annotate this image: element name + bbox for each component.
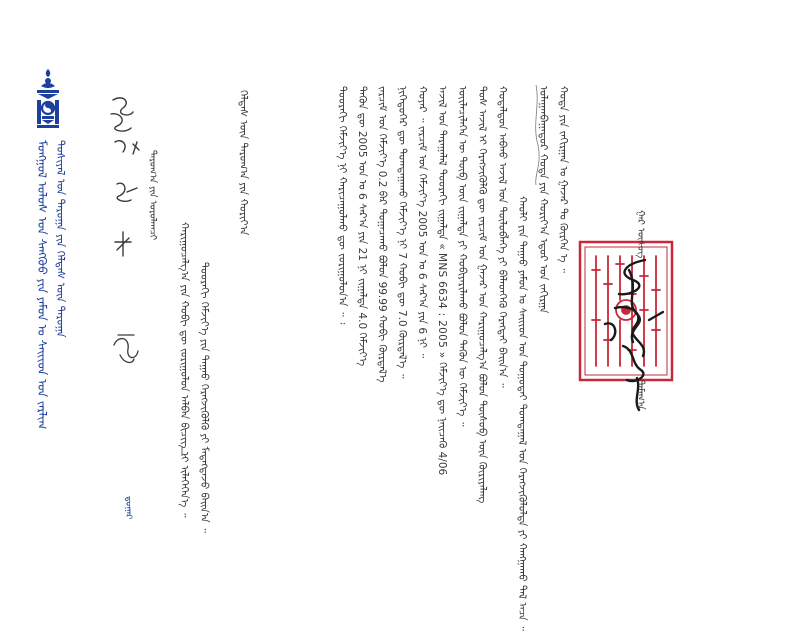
closing-line-1: ᠳᠣᠣᠷᠠᠬᠢ ᠬᠡᠮᠵᠢᠶ᠎ᠡ ᠶᠢᠨ ᠳᠠᠭᠠᠤ ᠬᠡᠷᠡᠭᠵᠢᠭᠦᠯᠬᠦ ᠶᠢ ᠮᠡᠳᠡᠭᠳᠡᠵᠦ ᠪᠠᠢᠨ᠎ᠠ ᠃ [198, 262, 210, 533]
list-header: ᠳᠣᠣᠷᠠᠬᠢ ᠬᠡᠮᠵᠢᠶ᠎ᠡ ᠨᠢ ᠬᠠᠷᠢᠴᠠᠭᠤᠯᠬᠤ ᠳᠦ ᠵᠣᠷᠢᠭᠤᠯᠤᠨ᠎ᠠ ᠃ ᠄ [336, 86, 348, 325]
signature-label-top: ᠭᠠᠷ ᠦᠰᠦᠭ [635, 210, 646, 259]
body-paragraph-1: ᠬᠠᠤᠯᠢ ᠶᠢᠨ ᠳᠠᠭᠠᠤ ᠶᠠᠮᠤᠨ ᠤ ᠰᠠᠢᠢᠳ ᠤᠨ ᠲᠤᠭᠤᠲᠠᠢ ᠲᠣᠭᠲᠠᠭᠠᠯ ᠤᠨ ᠬᠡᠷᠡᠭᠵᠢᠭᠦᠯᠦᠯᠲᠡ ᠶᠢ ᠬᠠᠩᠭᠠᠬᠤ ᠲᠠᠯ ᠠᠴᠠ ᠃ [516, 196, 528, 631]
handwritten-initials-signature [103, 92, 147, 262]
letterhead-org-line-1: ᠮᠣᠩᠭᠣᠯ ᠤᠯᠤᠰ ᠤᠨ ᠰᠠᠩᠬᠦᠦ ᠶᠢᠨ ᠶᠠᠮᠤᠨ ᠤ ᠰᠠᠢᠢᠳ ᠤᠨ ᠵᠠᠷᠯᠢᠭ [35, 140, 49, 430]
letterhead-number-label: ᠳ᠋ᠤᠭᠠᠷ [123, 496, 133, 520]
small-mark-icon [179, 446, 185, 456]
list-item-1: ᠲᠡᠭᠦᠨ ᠳᠦ 2005 ᠣᠨ ᠤ 6 ᠰᠠᠷ᠎ᠠ ᠶᠢᠨ 21 ᠨᠢ ᠵᠢᠭᠠᠯᠲᠠ 4.0 ᠬᠡᠮᠵᠢᠶ᠎ᠡ [356, 86, 368, 367]
letterhead-org-line-2: ᠲᠤᠰᠢᠶᠠᠯ ᠤᠨ ᠳᠠᠷᠤᠭᠠ ᠶᠢᠨ ᠬᠡᠯᠲᠡᠰ ᠦᠨ ᠳᠠᠷᠤᠭᠠ [54, 140, 67, 338]
body-paragraph-6: ᠬᠣᠶᠠᠷ ᠃ ᠵᠠᠷᠴᠢᠮ ᠤᠨ ᠬᠡᠮᠵᠢᠶ᠎ᠡ 2005 ᠣᠨ ᠤ 6 ᠰᠠᠷ᠎ᠠ ᠶᠢᠨ 6 ᠨᠢ ᠃ [416, 86, 428, 359]
addressee-line-1: ᠬᠣᠲᠠ ᠶᠢᠨ ᠵᠠᠬᠢᠷᠭᠠᠨ ᠤ ᠭᠠᠵᠠᠷ ᠲᠤ ᠬᠦᠷᠭᠡᠨ ᠡ ᠃ [557, 86, 569, 273]
addressee-line-2: ᠤᠯᠠᠭᠠᠨᠪᠠᠭᠠᠲᠤᠷ ᠬᠣᠲᠠ ᠶᠢᠨ ᠬᠣᠷᠢᠶ᠎ᠠ ᠡᠳᠦᠷ ᠤᠨ ᠵᠠᠬᠢᠷᠭᠠ [537, 86, 549, 314]
soyombo-emblem-icon [35, 68, 61, 130]
underline-mark [516, 85, 556, 185]
signature-over-stamp [575, 250, 685, 425]
body-paragraph-2: ᠬᠤᠳᠠᠯᠳᠤᠨ ᠠᠪᠬᠤ ᠠᠵᠢᠯ ᠤᠨ ᠲᠥᠯᠥᠪᠯᠡᠭᠡ ᠶᠢ ᠪᠡᠯᠡᠳᠬᠡᠬᠦ ᠬᠡᠷᠡᠭᠲᠡᠢ ᠪᠠᠢᠨ᠎ᠠ ᠃ [496, 86, 508, 388]
list-item-2: ᠵᠠᠷᠴᠢᠮ ᠤᠨ ᠬᠡᠮᠵᠢᠶ᠎ᠡ 0.2 ᠪᠠᠷ ᠲᠣᠭᠠᠴᠠᠬᠤ ᠪᠣᠯᠤᠨ 99.99 ᠬᠤᠪᠢ ᠬᠦᠷᠲᠡᠯ᠎ᠡ [376, 86, 388, 383]
handwritten-signature-2 [108, 305, 142, 385]
closing-line-2: ᠬᠠᠷᠢᠭᠤᠴᠠᠯᠭ᠎ᠠ ᠶᠢᠨ ᠬᠤᠪᠢ ᠳᠦ ᠵᠣᠷᠢᠭᠤᠯᠤᠨ ᠠᠯᠪᠠᠨ ᠪᠢᠴᠢᠭ ᠢ ᠢᠯᠡᠭᠡᠭᠡᠨ᠎ᠡ ᠃ [178, 222, 190, 518]
body-paragraph-4: ᠦᠢᠯᠡᠴᠢᠯᠡᠭᠡᠨ ᠦ ᠲᠦᠪ ᠦᠨ ᠵᠢᠭᠠᠯᠲᠠ ᠶᠢ ᠬᠤᠪᠢᠶᠠᠷᠢᠯᠠᠬᠤ ᠪᠣᠯᠤᠨ ᠲᠡᠭᠦᠨ ᠦ ᠬᠡᠮᠵᠢᠶ᠎ᠡ ᠃ [456, 86, 468, 427]
stamp-label-bottom: ᠲᠠᠮᠠᠭ᠎ᠠ [635, 380, 646, 410]
date-line: ᠬᠡᠯᠲᠡᠰ ᠦᠨ ᠳᠠᠷᠤᠭ᠎ᠠ ᠶᠢᠨ ᠬᠣᠷᠢᠶ᠎ᠠ [237, 90, 249, 236]
signatory-title: ᠳᠠᠷᠤᠭ᠎ᠠ ᠶᠢᠨ ᠣᠷᠤᠯᠠᠭᠴᠢ [147, 150, 158, 241]
body-paragraph-5: ᠠᠵᠢᠯ ᠤᠨ ᠳᠠᠷᠠᠭᠠᠯᠠᠯ ᠳᠣᠣᠷᠠᠬᠢ ᠵᠢᠭᠠᠯᠲᠠ « MNS 6634 : 2005 » ᠬᠡᠮᠵᠢᠶ᠎ᠡ ᠳᠦ ᠨᠡᠢᠴᠡᠬᠦ 4/06 [436, 86, 448, 476]
body-paragraph-3: ᠲᠤᠰ ᠠᠵᠢᠯ ᠢ ᠬᠡᠷᠡᠭᠵᠢᠭᠦᠯᠬᠦ ᠳᠦ ᠵᠠᠷᠴᠢᠮ ᠤᠨ ᠭᠠᠵᠠᠷ ᠤᠨ ᠬᠠᠷᠢᠭᠤᠴᠠᠯᠭ᠎ᠠ ᠪᠣᠯᠤᠨ ᠲᠥᠰᠦᠪ ᠦᠨ ᠬᠦᠷᠢᠶᠡᠯᠡᠩ [476, 86, 488, 504]
list-item-3: ᠨᠢᠭᠡᠳᠦᠭᠡᠷ ᠳᠦ ᠲᠣᠭᠲᠠᠭᠠᠬᠤ ᠬᠡᠮᠵᠢᠶ᠎ᠡ ᠨᠢ 7 ᠬᠤᠪᠢ ᠳᠦ 7.0 ᠬᠦᠷᠲᠡᠯ᠎ᠡ ᠃ [396, 86, 408, 379]
